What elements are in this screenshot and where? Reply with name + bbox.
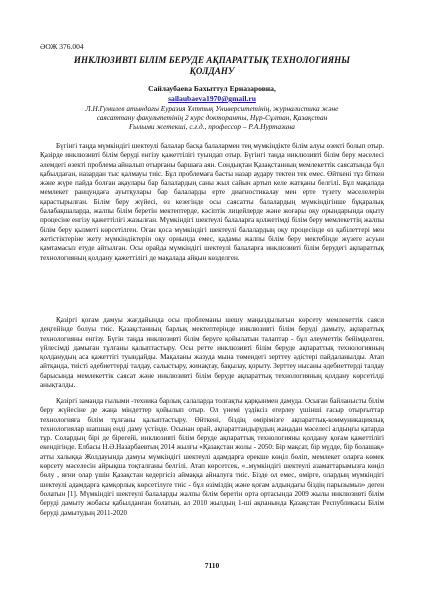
page-number: 7110 — [204, 561, 220, 570]
affiliation-line: Л.Н.Гумилев атындағы Еуразия Ұлттық Университетінің, журналистика және — [85, 104, 339, 113]
article-title: ИНКЛЮЗИВТІ БІЛІМ БЕРУДЕ АҚПАРАТТЫҚ ТЕХНОЛОГИЯНЫ ҚОЛДАНУ — [73, 55, 351, 76]
body-paragraph — [40, 316, 384, 390]
paragraph-text: Қазіргі заманда ғылыми -техника барлық салаларда толғақты қарқынмен дамуда. Осыған байланысты білім беру жүйесіне де жаңа міндеттер қойылып отыр. Ол үнемі үздіксіз егерлеу үшінші ғасыр отырғыттар технологияға білім тұлғаны қалыптастыру. Өйткені, біздің өмірімізге ақпараттық-коммуникациялық технологиялар шапшаң енді даму үстінде. Осынан орай, ақпараттандырудың жаңадан мәселесі алдыңғы қатарда тұр. Солардың бірі де бірегейі, инклюзивті білім беруде ақпараттық технологияны қолдану қоғам қажеттілігі екендігінде. Елбасы Н.Ә.Назарбаевтың 2014 жылғы «Қазақстан жолы - 2050: Бір мақсат, бір мүдде, бір болашақ» атты халыққа Жолдауында дамуы мүмкіндігі шектеулі адамдарға ерекше көңіл бөліп, мемлекет оларға көмек көрсету мәселесін айрықша тоқталғаны белгілі. Атап көрсетсек, «..мүмкіндігі шектеулі азаматтарымызға көңіл бөлу , яғни олар үшін Қазақстан кедергісіз аймаққа айналуға тиіс. Бізде ол емес, өмірге, олардың мүмкіндігі шектеулі адамдарға қамқорлық көрсетілуге тиіс - бұл өзіміздің және қоғам алдындағы біздің парызымыз» деген болатын [1]. Мүмкіндігі шектеулі балаларды жалпы білім беретін орта ортасында 2009 жылы инклюзивті білім беруді дамыту жобасы қабылданған болатын, ал 2010 жылдың 1-ші ақпанында Қазақстан Республикасы Білім беруді дамытудың 2011-2020 — [40, 397, 384, 517]
supervisor-line: Ғылыми жетекші, с.ғ.д., профессор – Р.А.Нуртазина — [129, 122, 295, 132]
udc-code: ӘОЖ 376.004 — [40, 42, 84, 51]
body-paragraph — [40, 397, 384, 518]
author-affiliation — [40, 104, 384, 132]
affiliation-line: саясаттану факультетінің 2 курс докторанты, Нұр-Сұлтан, Қазақстан — [96, 113, 328, 123]
body-paragraph — [40, 142, 384, 263]
author-email-link[interactable]: sailaubaeva1970@gmail.ru — [168, 94, 256, 103]
paragraph-text: Қазіргі қоғам дамуы жағдайында осы проблеманы шешу маңыздылығын көрсету мемлекеттік саяси деңгейінде болуы тиіс. Қазақстанның барлық мектептерінде инклюзивті білім беруді дамыту, ақпараттық технологияны енгізу. Бүгін таңда инклюзивті білім беруге қойылатын талаптар - бұл әлеуметтік бейімделген, үйлесімді дамыған тұлғаны қалыптастыру. Осы ретте инклюзивті білім беруде ақпараттық технологияның қолданудың аса қажеттігі туындайды. Мақаланы жазуда мына төмендегі зерттеу әдістері пайдаланылды. Атап айтқанда, тиісті әдебиеттерді талдау, салыстыру, жинақтау, бақылау, қорыту. Зерттеу нысаны әдебиеттерді талдау барысында мемлекеттік саясат және инклюзивті білім беруде ақпараттық технологияның қолдану көрсетілді анықталды. — [40, 316, 384, 390]
author-name: Сайлаубаева Бахыттул Ерназаровна, — [148, 84, 276, 93]
paragraph-text: Бүгінгі таңда мүмкіндігі шектеулі балалар басқа балалармен тең мүмкіндікте білім алуы өзекті болып отыр. Қазірде инклюзивті білім беруді енгізу қажеттілігі туындап отыр. Бүгінгі таңда инклюзивті білім беру мәселесі әлемдегі өзекті проблема айналып отырғаны баршаға аян. Сондықтан Қазақстанның мемлекеттік саясатында бұл қабылдаған, назардан тыс қалмауы тиіс. Бұл проблемаға басты назар аудару тектен тек емес. Өйткені тұз біткен және жүре пайда болған ақаулары бар балалардың саны жыл сайын артып келе жатқаны белгілі. Бұл мақалада мемлекет ранцундаға ауытқулары бар балаларды ерте диагностикалау мен ерте түзету мәселелерін қарастырылған. Білім беру жүйесі, өз кезегінде осы саясатты балалардың мүмкіндігінше бұқаралық балабақшаларда, жалпы білім беретін мектептерде, кәсіптік лицейлерде және жоғары оқу орындарында оқыту процесіне енгізу қажеттілігі жазылған. Мүмкіндігі шектеулі балаларға қолжетімді білім беру мемлекеттің жалпы білім беру қызметі көрсетілген. Оған қоса мүмкіндігі шектеулі балалардың оқу процесінде өз қабілеттері мен жетістіктеріне жету мүмкіндіктерін оқу орнында емес, қадамы жалпы білім беру мектебінде жүзеге асуын қамтамасыз етуде айтылған. Осы орайда мүмкіндігі шектеулі балаларға инклюзивті білім берудегі ақпараттық технологияның қолдану қажеттілігі де мақалада айқын көзделген. — [40, 142, 384, 262]
